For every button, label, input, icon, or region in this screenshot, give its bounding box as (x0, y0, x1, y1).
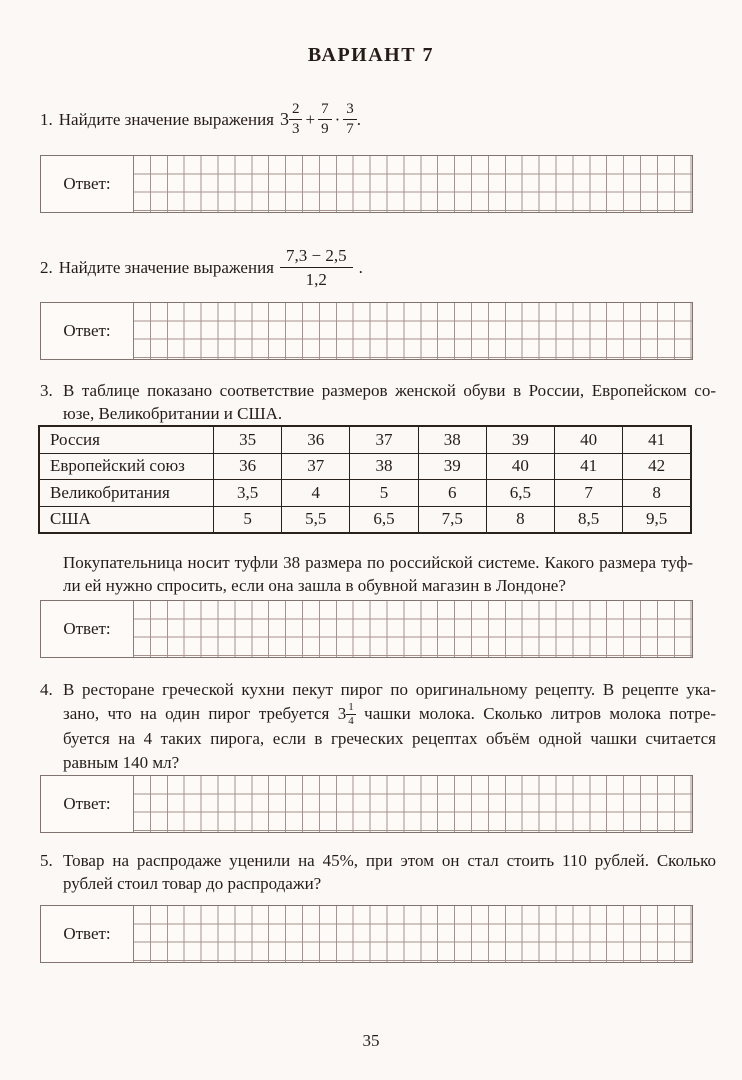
expression-period: . (358, 257, 363, 277)
table-row (39, 426, 691, 453)
table-cell: 7,5 (418, 506, 486, 533)
table-cell: Великобритания (39, 480, 214, 507)
table-cell: 6 (418, 480, 486, 507)
table-cell: 39 (486, 426, 554, 453)
problem-4-line-4: равным 140 мл? (63, 752, 180, 772)
mixed-number (337, 701, 356, 728)
page-title: ВАРИАНТ 7 (307, 44, 435, 66)
answer-box-1 (40, 155, 693, 213)
table-cell: 9,5 (623, 506, 691, 533)
problem-4-line-2 (63, 702, 716, 728)
problem-2 (40, 242, 693, 292)
problem-3-line-1: В таблице показано соответствие размеров женской обуви в России, Европейском со- (63, 381, 716, 400)
table-cell: 4 (282, 480, 350, 507)
problem-1 (40, 97, 693, 141)
fraction-denominator: 4 (348, 715, 354, 728)
fraction-numerator: 7,3 − 2,5 (280, 245, 353, 268)
table-cell: 8,5 (555, 506, 623, 533)
problem-2-text: Найдите значение выражения (58, 257, 274, 277)
answer-label: Ответ: (63, 924, 111, 943)
fraction-denominator: 1,2 (305, 269, 327, 289)
mixed-number-fraction (346, 702, 356, 727)
fraction-2-numerator: 7 (318, 101, 332, 120)
problem-3-paragraph (63, 551, 693, 597)
table-row (39, 453, 691, 480)
answer-grid (133, 601, 692, 657)
answer-box-2 (40, 302, 693, 360)
problem-4-line-1: В ресторане греческой кухни пекут пирог по оригинальному рецепту. В рецепте ука- (63, 680, 716, 699)
problem-4-line-3: буется на 4 таких пирога, если в греческих рецептах объём одной чашки считается (63, 729, 716, 749)
table-cell: 6,5 (350, 506, 418, 533)
table-cell: 39 (418, 453, 486, 480)
fraction (280, 245, 353, 290)
problem-4-line-2-post: чашки молока. Сколько литров молока потре- (364, 703, 717, 723)
answer-box-3 (40, 600, 693, 658)
fraction-numerator: 1 (348, 701, 354, 714)
answer-label: Ответ: (63, 174, 111, 193)
multiply-operator: · (334, 109, 341, 129)
problem-5-line-1: Товар на распродаже уценили на 45%, при этом он стал стоить 110 рублей. Сколько (63, 851, 716, 870)
table-cell: 40 (555, 426, 623, 453)
problem-1-text: Найдите значение выражения (58, 109, 274, 129)
page-number: 35 (362, 1031, 380, 1050)
table-cell: Россия (39, 426, 214, 453)
answer-grid (133, 303, 692, 359)
table-cell: 37 (350, 426, 418, 453)
problem-4 (40, 678, 716, 774)
table-cell: 36 (214, 453, 282, 480)
table-cell: 7 (555, 480, 623, 507)
problem-3 (40, 379, 716, 425)
fraction-3 (343, 101, 357, 138)
table-cell: 37 (282, 453, 350, 480)
table-cell: США (39, 506, 214, 533)
problem-5-line-2: рублей стоил товар до распродажи? (63, 874, 322, 893)
problem-3-number: 3. (40, 381, 53, 400)
table-cell: 5 (214, 506, 282, 533)
expression-period: . (356, 109, 361, 129)
answer-grid (133, 906, 692, 962)
problem-4-number: 4. (40, 680, 53, 699)
problem-1-number: 1. (40, 109, 53, 129)
answer-grid (133, 776, 692, 832)
mixed-number-whole: 3 (279, 108, 289, 129)
table-cell: 6,5 (486, 480, 554, 507)
fraction-3-denominator: 7 (346, 120, 354, 137)
table-row (39, 506, 691, 533)
fraction-1-numerator: 2 (289, 101, 303, 120)
table-cell: 3,5 (214, 480, 282, 507)
fraction-2-denominator: 9 (321, 120, 329, 137)
table-cell: 38 (418, 426, 486, 453)
problem-3-para-line-2: ли ей нужно спросить, если она зашла в обувной магазин в Лондоне? (63, 576, 566, 595)
table-cell: 5 (350, 480, 418, 507)
table-cell: 36 (282, 426, 350, 453)
table-cell: 38 (350, 453, 418, 480)
fraction-1 (289, 101, 303, 138)
problem-3-para-line-1: Покупательница носит туфли 38 размера по российской системе. Какого размера туф- (63, 553, 693, 572)
table-cell: 8 (623, 480, 691, 507)
table-cell: 5,5 (282, 506, 350, 533)
answer-label: Ответ: (63, 321, 111, 340)
answer-label: Ответ: (63, 619, 111, 638)
table-row (39, 480, 691, 507)
table-cell: 41 (555, 453, 623, 480)
shoe-size-table (38, 425, 692, 534)
fraction-2 (318, 101, 332, 138)
problem-2-number: 2. (40, 257, 53, 277)
answer-box-4 (40, 775, 693, 833)
answer-label: Ответ: (63, 794, 111, 813)
problem-3-line-2: юзе, Великобритании и США. (63, 404, 283, 423)
answer-grid (133, 156, 692, 212)
problem-5 (40, 849, 716, 895)
fraction-1-denominator: 3 (291, 120, 300, 137)
table-cell: 35 (214, 426, 282, 453)
table-cell: 41 (623, 426, 691, 453)
table-cell: 8 (486, 506, 554, 533)
table-cell: 42 (623, 453, 691, 480)
table-cell: Европейский союз (39, 453, 214, 480)
mixed-number-whole: 3 (337, 703, 347, 723)
table-cell: 40 (486, 453, 554, 480)
answer-box-5 (40, 905, 693, 963)
problem-4-line-2-pre: зано, что на один пирог требуется (63, 703, 330, 723)
fraction-3-numerator: 3 (343, 101, 357, 120)
plus-operator: + (305, 109, 316, 129)
problem-5-number: 5. (40, 851, 53, 870)
